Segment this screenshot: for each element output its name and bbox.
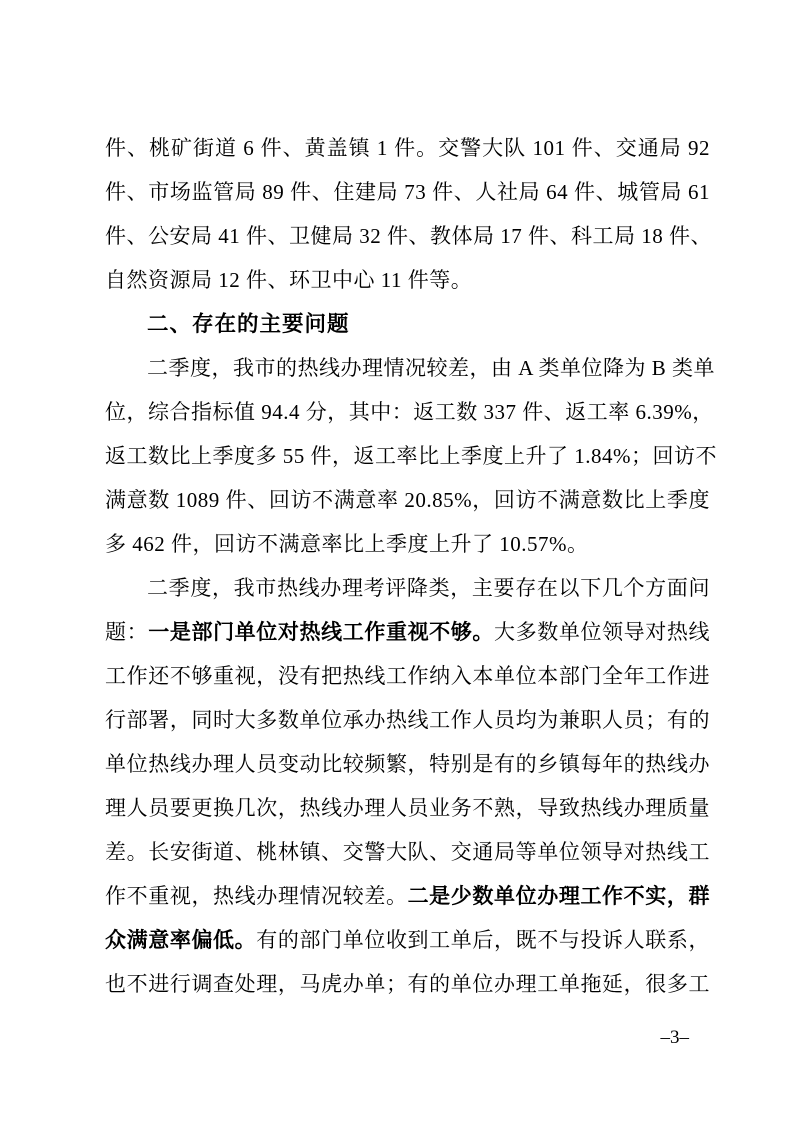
text-line <box>105 258 710 302</box>
text-run: 二季度，我市热线办理考评降类，主要存在以下几个方面问 <box>147 576 710 600</box>
text-line <box>105 170 710 214</box>
text-run: 满意数 1089 件、回访不满意率 20.85%，回访不满意数比上季度 <box>105 488 710 512</box>
text-run: 件、市场监管局 89 件、住建局 73 件、人社局 64 件、城管局 61 <box>105 180 710 204</box>
text-run: 工作还不够重视，没有把热线工作纳入本单位本部门全年工作进 <box>105 664 710 688</box>
text-line <box>105 126 710 170</box>
text-line <box>105 962 710 1006</box>
text-run: 单位热线办理人员变动比较频繁，特别是有的乡镇每年的热线办 <box>105 752 710 776</box>
text-run: 行部署，同时大多数单位承办热线工作人员均为兼职人员；有的 <box>105 708 710 732</box>
text-run: 二是少数单位办理工作不实，群 <box>407 884 711 908</box>
text-run: 二季度，我市的热线办理情况较差，由 A 类单位降为 B 类单 <box>147 356 716 380</box>
text-line <box>105 566 710 610</box>
text-line <box>105 742 710 786</box>
text-run: 众满意率偏低。 <box>105 928 257 952</box>
text-run: 也不进行调查处理，马虎办单；有的单位办理工单拖延，很多工 <box>105 972 710 996</box>
text-line <box>105 390 714 434</box>
text-run: 件、桃矿街道 6 件、黄盖镇 1 件。交警大队 101 件、交通局 92 <box>105 136 710 160</box>
text-line <box>105 654 710 698</box>
text-line <box>105 434 717 478</box>
text-line <box>105 830 710 874</box>
document-body <box>105 126 717 1006</box>
text-run: 大多数单位领导对热线 <box>494 620 711 644</box>
text-run: 有的部门单位收到工单后，既不与投诉人联系， <box>256 928 711 952</box>
text-line <box>105 698 710 742</box>
text-run: 作不重视，热线办理情况较差。 <box>105 884 408 908</box>
text-line <box>105 610 710 654</box>
text-run: 返工数比上季度多 55 件，返工率比上季度上升了 1.84%；回访不 <box>105 444 717 468</box>
text-run: 题： <box>105 620 149 644</box>
text-run: 差。长安街道、桃林镇、交警大队、交通局等单位领导对热线工 <box>105 840 710 864</box>
text-run: 多 462 件，回访不满意率比上季度上升了 10.57%。 <box>105 532 589 556</box>
text-run: 一是部门单位对热线工作重视不够。 <box>148 620 495 644</box>
text-line <box>105 786 710 830</box>
text-line <box>105 346 716 390</box>
section-heading <box>105 302 710 346</box>
text-line <box>105 918 710 962</box>
text-line <box>105 522 710 566</box>
text-run: 位，综合指标值 94.4 分，其中：返工数 337 件、返工率 6.39%， <box>105 400 714 424</box>
text-run: 自然资源局 12 件、环卫中心 11 件等。 <box>105 268 473 292</box>
text-line <box>105 874 710 918</box>
text-run: 理人员要更换几次，热线办理人员业务不熟，导致热线办理质量 <box>105 796 710 820</box>
text-line <box>105 478 710 522</box>
text-run: 二、存在的主要问题 <box>147 312 350 336</box>
text-run: 件、公安局 41 件、卫健局 32 件、教体局 17 件、科工局 18 件、 <box>105 224 712 248</box>
text-line <box>105 214 710 258</box>
page-number: –3– <box>660 1027 689 1048</box>
